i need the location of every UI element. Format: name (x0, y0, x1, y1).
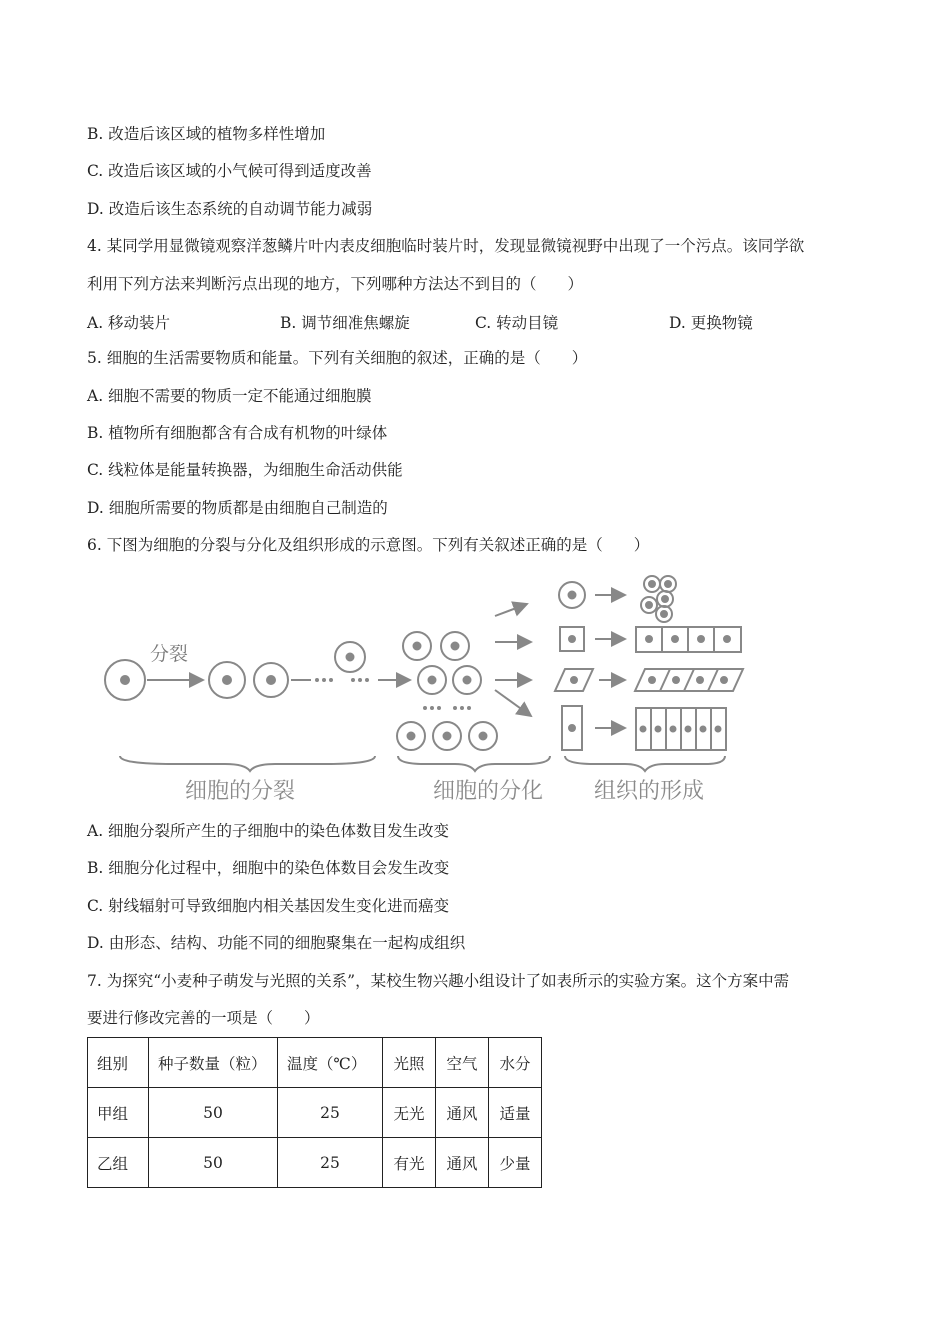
q4-stem-line2: 利用下列方法来判断污点出现的地方，下列哪种方法达不到目的（ ） (87, 275, 584, 293)
brace-division (120, 756, 375, 771)
brace-differentiation (398, 756, 550, 771)
q6-option-a: A. 细胞分裂所产生的子细胞中的染色体数目发生改变 (87, 822, 450, 840)
q5-option-a: A. 细胞不需要的物质一定不能通过细胞膜 (87, 387, 372, 405)
header-cell: 水分 (489, 1038, 542, 1088)
table-cell: 有光 (383, 1138, 436, 1188)
header-cell: 温度（℃） (278, 1038, 383, 1088)
q5-stem: 5. 细胞的生活需要物质和能量。下列有关细胞的叙述，正确的是（ ） (87, 349, 588, 367)
table-cell: 少量 (489, 1138, 542, 1188)
header-cell: 光照 (383, 1038, 436, 1088)
table-cell: 25 (278, 1088, 383, 1138)
label-cell-differentiation: 细胞的分化 (433, 779, 544, 804)
cell-division-diagram (95, 570, 755, 810)
table-cell: 适量 (489, 1088, 542, 1138)
q5-option-b: B. 植物所有细胞都含有合成有机物的叶绿体 (87, 424, 388, 442)
table-cell: 50 (149, 1088, 278, 1138)
table-row (88, 1138, 542, 1188)
q6-option-d: D. 由形态、结构、功能不同的细胞聚集在一起构成组织 (87, 934, 466, 952)
table-row (88, 1088, 542, 1138)
q4-option-a: A. 移动装片 (87, 314, 171, 332)
q6-option-b: B. 细胞分化过程中，细胞中的染色体数目会发生改变 (87, 859, 450, 877)
table-cell: 通风 (436, 1138, 489, 1188)
q7-stem-line1: 7. 为探究“小麦种子萌发与光照的关系”，某校生物兴趣小组设计了如表所示的实验方案。这个方案中需 (87, 972, 790, 990)
table-cell: 通风 (436, 1088, 489, 1138)
table-header-row (88, 1038, 542, 1088)
q7-stem-line2: 要进行修改完善的一项是（ ） (87, 1009, 320, 1027)
q3-option-d: D. 改造后该生态系统的自动调节能力减弱 (87, 200, 373, 218)
header-cell: 种子数量（粒） (149, 1038, 278, 1088)
table-cell: 25 (278, 1138, 383, 1188)
q3-option-b: B. 改造后该区域的植物多样性增加 (87, 125, 326, 143)
q4-option-c: C. 转动目镜 (475, 314, 559, 332)
label-cell-division: 细胞的分裂 (185, 779, 296, 804)
q3-option-c: C. 改造后该区域的小气候可得到适度改善 (87, 162, 372, 180)
q5-option-d: D. 细胞所需要的物质都是由细胞自己制造的 (87, 499, 388, 517)
header-cell: 空气 (436, 1038, 489, 1088)
brace-tissue (565, 756, 725, 771)
label-tissue-formation: 组织的形成 (594, 779, 705, 804)
q4-options (87, 311, 847, 331)
table-cell: 甲组 (88, 1088, 149, 1138)
experiment-table (87, 1037, 542, 1188)
division-arrow-label: 分裂 (150, 643, 189, 665)
q5-option-c: C. 线粒体是能量转换器，为细胞生命活动供能 (87, 461, 403, 479)
table-cell: 乙组 (88, 1138, 149, 1188)
q4-option-d: D. 更换物镜 (669, 314, 753, 332)
q6-option-c: C. 射线辐射可导致细胞内相关基因发生变化进而癌变 (87, 897, 450, 915)
table-cell: 50 (149, 1138, 278, 1188)
header-cell: 组别 (88, 1038, 149, 1088)
q4-option-b: B. 调节细准焦螺旋 (280, 314, 410, 332)
q4-stem-line1: 4. 某同学用显微镜观察洋葱鳞片叶内表皮细胞临时装片时，发现显微镜视野中出现了一个污点。该同学欲 (87, 237, 805, 255)
q6-stem: 6. 下图为细胞的分裂与分化及组织形成的示意图。下列有关叙述正确的是（ ） (87, 536, 650, 554)
table-cell: 无光 (383, 1088, 436, 1138)
